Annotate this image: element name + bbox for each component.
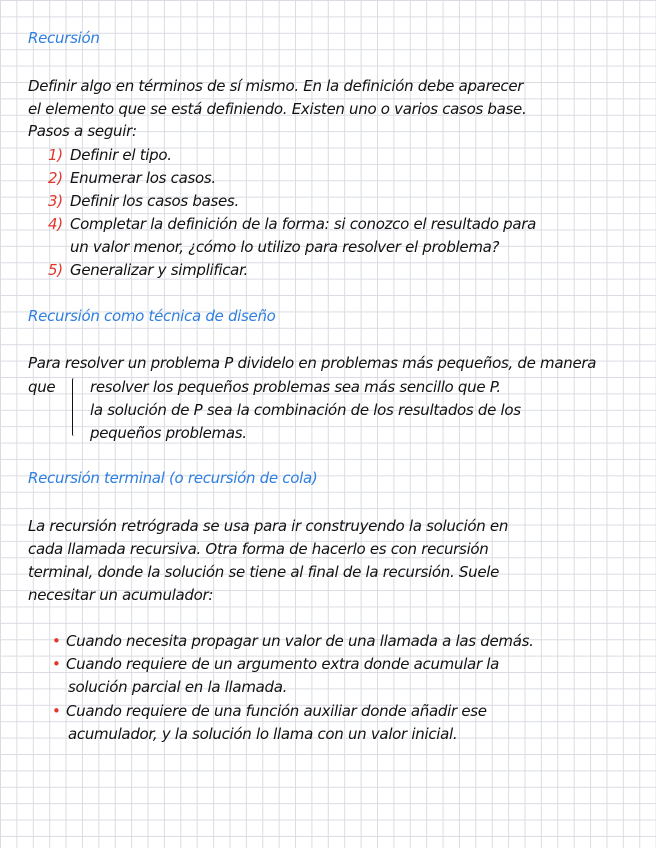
step-text: Enumerar los casos. bbox=[70, 169, 216, 187]
step-number: 2) bbox=[48, 169, 63, 187]
step-item bbox=[48, 168, 652, 188]
brace-divider bbox=[72, 378, 81, 436]
intro-line: el elemento que se está definiendo. Existen uno o varios casos base. bbox=[28, 100, 527, 118]
intro-line: necesitar un acumulador: bbox=[28, 586, 214, 604]
step-text: Definir el tipo. bbox=[70, 146, 172, 164]
bullet-item bbox=[52, 654, 652, 674]
condition-line: la solución de P sea la combinación de los resultados de los bbox=[90, 401, 521, 419]
intro-line: cada llamada recursiva. Otra forma de hacerlo es con recursión bbox=[28, 540, 489, 558]
bullet-continuation: solución parcial en la llamada. bbox=[68, 678, 288, 696]
step-number: 1) bbox=[48, 146, 63, 164]
step-item bbox=[48, 191, 652, 211]
intro-line: terminal, donde la solución se tiene al final de la recursión. Suele bbox=[28, 563, 500, 581]
condition-line: pequeños problemas. bbox=[90, 424, 247, 442]
bullet-dot: • bbox=[52, 702, 61, 720]
step-item bbox=[48, 145, 652, 165]
bullet-dot: • bbox=[52, 632, 61, 650]
bullet-continuation: acumulador, y la solución lo llama con un valor inicial. bbox=[68, 725, 458, 743]
bullet-text: Cuando requiere de un argumento extra donde acumular la bbox=[66, 655, 500, 673]
step-item bbox=[48, 237, 652, 257]
step-text: Completar la definición de la forma: si conozco el resultado para bbox=[70, 215, 537, 233]
step-number: 3) bbox=[48, 192, 63, 210]
intro-line: Para resolver un problema P dividelo en problemas más pequeños, de manera bbox=[28, 354, 597, 372]
bullet-dot: • bbox=[52, 655, 61, 673]
step-item bbox=[48, 214, 652, 234]
bullet-text: Cuando necesita propagar un valor de una llamada a las demás. bbox=[66, 632, 534, 650]
step-text: Generalizar y simplificar. bbox=[70, 261, 249, 279]
condition-line: resolver los pequeños problemas sea más sencillo que P. bbox=[90, 378, 501, 396]
step-text: Definir los casos bases. bbox=[70, 192, 239, 210]
intro-line: La recursión retrógrada se usa para ir construyendo la solución en bbox=[28, 517, 509, 535]
step-item bbox=[48, 260, 652, 280]
step-text: un valor menor, ¿cómo lo utilizo para resolver el problema? bbox=[70, 238, 500, 256]
bullet-item bbox=[52, 701, 652, 721]
bullet-text: Cuando requiere de una función auxiliar donde añadir ese bbox=[66, 702, 487, 720]
bullet-item bbox=[52, 631, 652, 651]
step-number: 5) bbox=[48, 261, 63, 279]
section-title-design-technique: Recursión como técnica de diseño bbox=[28, 307, 276, 325]
intro-line: que bbox=[28, 378, 56, 396]
section-title-recursion: Recursión bbox=[28, 29, 100, 47]
intro-line: Pasos a seguir: bbox=[28, 122, 137, 140]
intro-line: Definir algo en términos de sí mismo. En la definición debe aparecer bbox=[28, 77, 524, 95]
step-number: 4) bbox=[48, 215, 63, 233]
section-title-tail-recursion: Recursión terminal (o recursión de cola) bbox=[28, 469, 318, 487]
